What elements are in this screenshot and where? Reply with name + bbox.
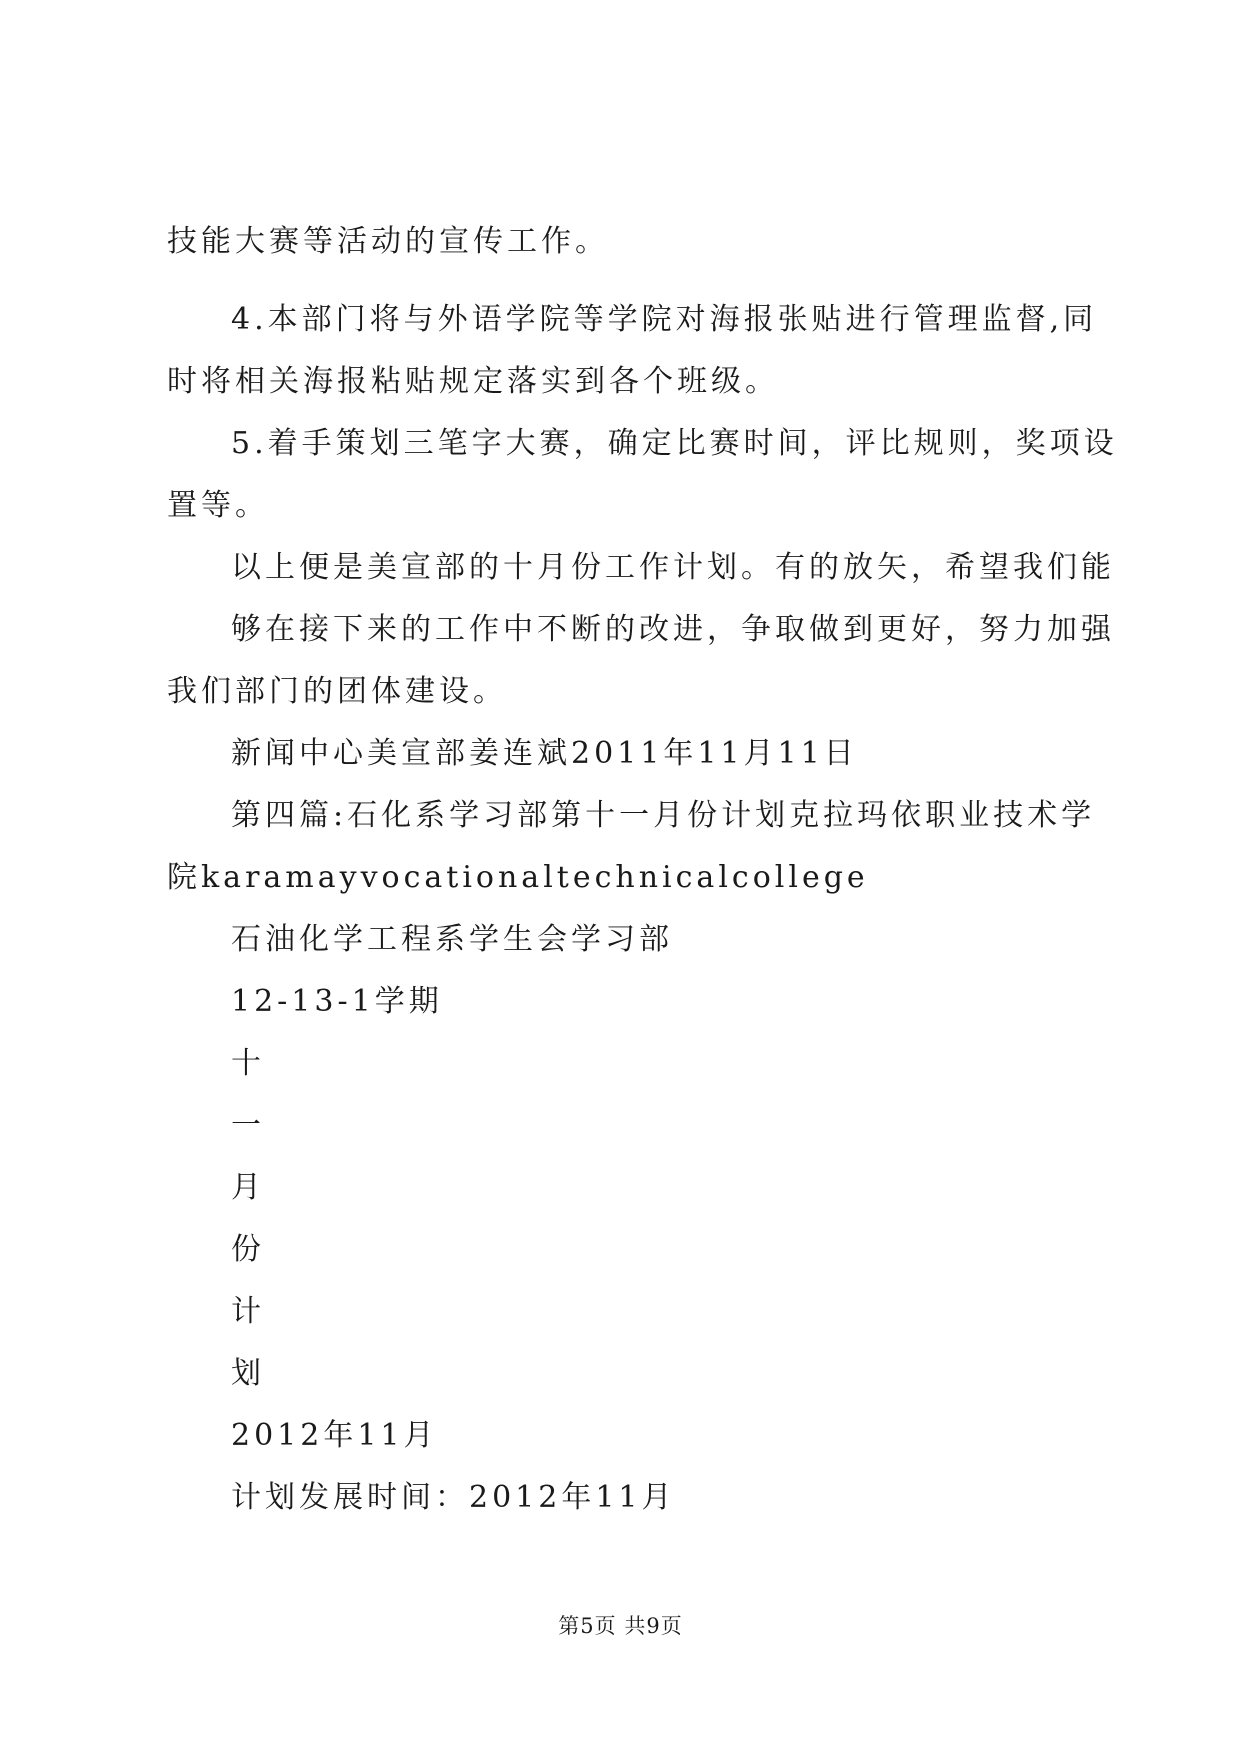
text-line-15: 一 — [231, 1108, 265, 1143]
text-line-16: 月 — [231, 1170, 265, 1205]
text-line-7: 够在接下来的工作中不断的改进，争取做到更好，努力加强 — [231, 612, 1115, 647]
text-line-18: 计 — [231, 1294, 265, 1329]
text-line-5: 置等。 — [167, 488, 269, 523]
text-line-6: 以上便是美宣部的十月份工作计划。有的放矢，希望我们能 — [231, 550, 1115, 585]
text-line-8: 我们部门的团体建设。 — [167, 674, 507, 709]
text-line-19: 划 — [231, 1356, 265, 1391]
text-line-1: 技能大赛等活动的宣传工作。 — [167, 224, 609, 259]
text-line-17: 份 — [231, 1232, 265, 1267]
text-line-10: 第四篇:石化系学习部第十一月份计划克拉玛依职业技术学 — [231, 798, 1096, 833]
text-line-4: 5.着手策划三笔字大赛，确定比赛时间，评比规则，奖项设 — [231, 426, 1118, 461]
text-line-11: 院karamayvocationaltechnicalcollege — [167, 860, 869, 895]
text-line-14: 十 — [231, 1046, 265, 1081]
text-line-3: 时将相关海报粘贴规定落实到各个班级。 — [167, 364, 779, 399]
page-number-footer: 第5页 共9页 — [558, 1614, 683, 1638]
text-line-20: 2012年11月 — [231, 1418, 438, 1453]
text-line-21: 计划发展时间：2012年11月 — [231, 1480, 676, 1515]
text-line-2: 4.本部门将与外语学院等学院对海报张贴进行管理监督,同 — [231, 302, 1098, 337]
text-line-12: 石油化学工程系学生会学习部 — [231, 922, 673, 957]
text-line-9: 新闻中心美宣部姜连斌2011年11月11日 — [231, 736, 858, 771]
text-line-13: 12-13-1学期 — [231, 984, 443, 1019]
